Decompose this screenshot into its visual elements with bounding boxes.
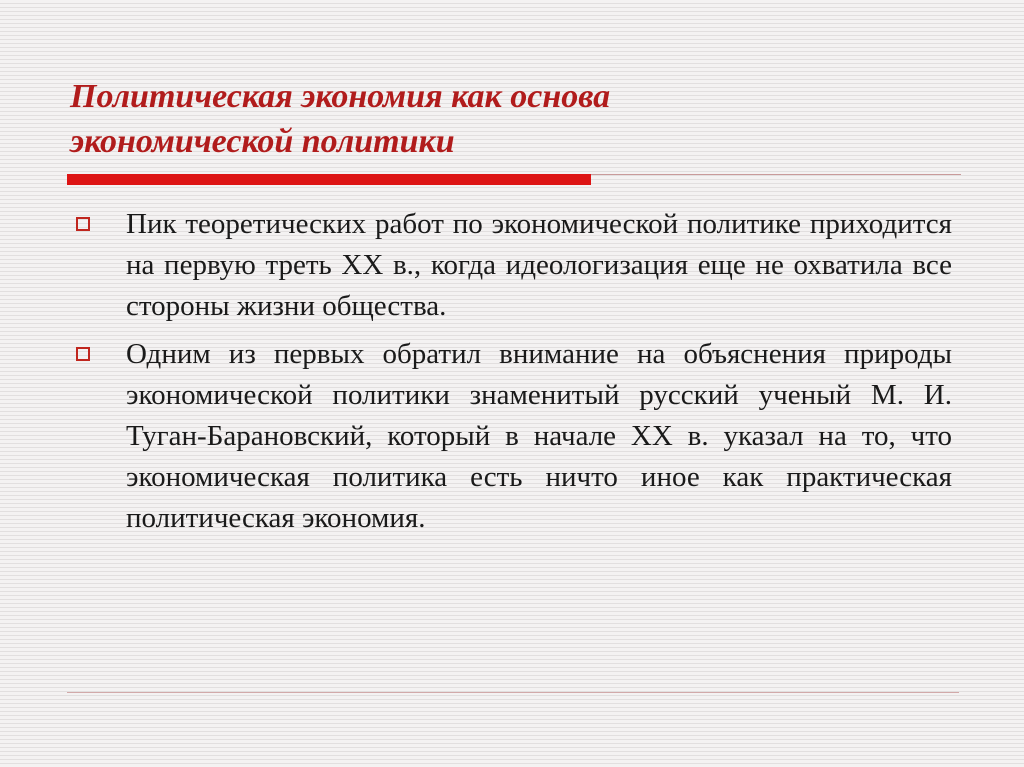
slide-title <box>70 74 950 164</box>
bullet-item-2 <box>76 334 952 539</box>
title-divider-line <box>591 174 961 175</box>
slide-title-line-1: Политическая экономия как основа <box>70 78 611 115</box>
bullet-item-1 <box>76 204 952 327</box>
bullet-text-2: Одним из первых обратил внимание на объяснения природы экономической политики знаменитый русский ученый М. И. Туган-Барановский, который в начале ХХ в. указал на то, что экономическая политика есть ничто иное как практическая политическая экономия. <box>126 338 952 534</box>
footer-divider-line <box>67 692 959 693</box>
bullet-list <box>76 204 952 546</box>
hollow-square-bullet-icon <box>76 217 90 231</box>
title-accent-bar <box>67 174 591 185</box>
bullet-text-1: Пик теоретических работ по экономической политике приходится на первую треть ХХ в., когда идеологизация еще не охватила все стороны жизни общества. <box>126 208 952 322</box>
slide-title-line-2: экономической политики <box>70 123 455 160</box>
hollow-square-bullet-icon <box>76 347 90 361</box>
